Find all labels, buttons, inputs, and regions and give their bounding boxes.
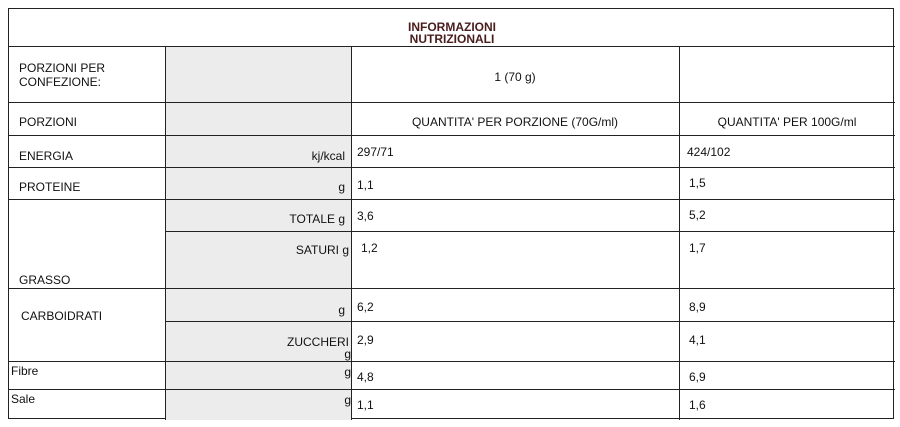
sale-per100: 1,6 — [689, 398, 706, 412]
grasso-totale-portion: 3,6 — [357, 209, 374, 223]
grasso-totale-per100: 5,2 — [689, 208, 706, 222]
proteine-label: PROTEINE — [19, 180, 81, 194]
rule-grasso-totale — [165, 231, 895, 232]
carboidrati-portion: 6,2 — [357, 300, 374, 314]
sale-unit: g — [344, 393, 351, 407]
fibre-unit: g — [344, 365, 351, 379]
zuccheri-per100: 4,1 — [689, 333, 706, 347]
carboidrati-label: CARBOIDRATI — [21, 309, 103, 323]
sale-portion: 1,1 — [357, 398, 374, 412]
table-title-line1: INFORMAZIONI — [408, 20, 496, 34]
serving-value: 1 (70 g) — [494, 70, 536, 84]
header-label: PORZIONI — [19, 115, 78, 129]
fibre-label: Fibre — [11, 364, 39, 378]
zuccheri-unit-line1: ZUCCHERI — [287, 335, 349, 349]
grasso-saturi-portion: 1,2 — [361, 241, 378, 255]
rule-title — [9, 46, 895, 47]
fibre-per100: 6,9 — [689, 370, 706, 384]
energia-unit: kj/kcal — [311, 149, 345, 163]
grasso-label: GRASSO — [19, 273, 71, 287]
nutrition-table — [8, 8, 894, 419]
rule-grasso — [9, 288, 895, 289]
zuccheri-unit-line2: g — [344, 347, 351, 361]
fibre-portion: 4,8 — [357, 370, 374, 384]
grasso-saturi-unit: SATURI g — [295, 243, 349, 257]
rule-fibre — [9, 389, 895, 390]
rule-col1 — [165, 46, 166, 420]
rule-proteine — [9, 199, 895, 200]
table-title-line2: NUTRIZIONALI — [409, 32, 495, 46]
rule-zuccheri — [9, 361, 895, 362]
sale-label: Sale — [11, 392, 36, 406]
proteine-per100: 1,5 — [689, 176, 706, 190]
serving-label-line2: CONFEZIONE: — [19, 75, 102, 89]
rule-energia — [9, 167, 895, 168]
grasso-saturi-per100: 1,7 — [689, 241, 706, 255]
rule-header — [9, 135, 895, 136]
header-col-100: QUANTITA' PER 100G/ml — [717, 115, 857, 129]
energia-label: ENERGIA — [19, 149, 74, 163]
rule-carboidrati — [165, 321, 895, 322]
proteine-unit: g — [338, 180, 345, 194]
energia-per100: 424/102 — [687, 145, 731, 159]
energia-portion: 297/71 — [357, 145, 394, 159]
grasso-totale-unit: TOTALE g — [289, 212, 345, 226]
rule-col3 — [679, 46, 680, 420]
header-col-portion: QUANTITA' PER PORZIONE (70G/ml) — [411, 115, 619, 129]
carboidrati-unit: g — [338, 303, 345, 317]
zuccheri-portion: 2,9 — [357, 333, 374, 347]
rule-col2 — [351, 46, 352, 420]
rule-serving — [9, 102, 895, 103]
proteine-portion: 1,1 — [357, 178, 374, 192]
carboidrati-per100: 8,9 — [689, 300, 706, 314]
serving-label-line1: PORZIONI PER — [19, 61, 106, 75]
